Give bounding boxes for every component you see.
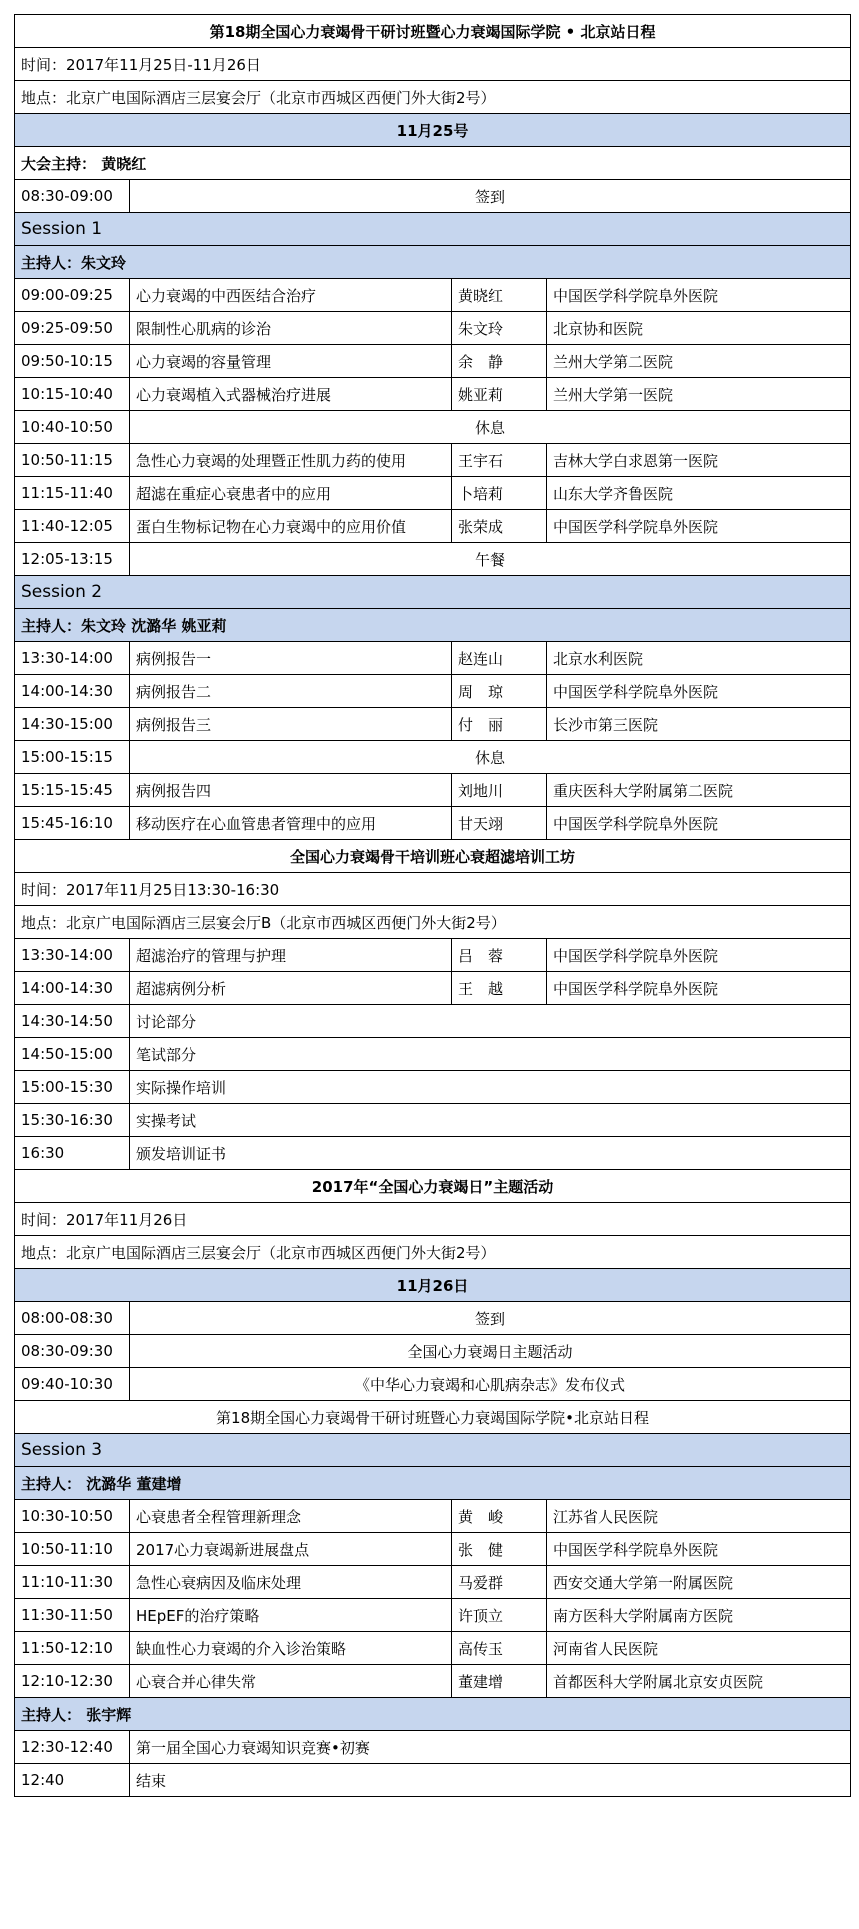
time-cell: 14:30-14:50 [15,1005,130,1038]
host-row [15,1467,851,1500]
footer-title-row [15,1401,851,1434]
time-cell: 11:10-11:30 [15,1566,130,1599]
institution-cell: 中国医学科学院阜外医院 [547,279,851,312]
workshop-place: 地点：北京广电国际酒店三层宴会厅B（北京市西城区西便门外大街2号） [15,906,851,939]
time-cell: 15:00-15:15 [15,741,130,774]
schedule-row [15,972,851,1005]
day-header-row [15,1269,851,1302]
session1-title: Session 1 [15,213,851,246]
hfday-place: 地点：北京广电国际酒店三层宴会厅（北京市西城区西便门外大街2号） [15,1236,851,1269]
info-row [15,873,851,906]
speaker-cell: 黄 峻 [452,1500,547,1533]
topic-cell: 超滤在重症心衰患者中的应用 [130,477,452,510]
time-cell: 15:30-16:30 [15,1104,130,1137]
institution-cell: 中国医学科学院阜外医院 [547,1533,851,1566]
speaker-cell: 朱文玲 [452,312,547,345]
topic-cell: 病例报告四 [130,774,452,807]
time-cell: 14:00-14:30 [15,675,130,708]
topic-cell: 超滤治疗的管理与护理 [130,939,452,972]
time-cell: 08:30-09:30 [15,1335,130,1368]
event-cell: 签到 [130,180,851,213]
speaker-cell: 甘天翊 [452,807,547,840]
time-cell: 13:30-14:00 [15,642,130,675]
institution-cell: 中国医学科学院阜外医院 [547,939,851,972]
break-row [15,741,851,774]
session2-title: Session 2 [15,576,851,609]
time-cell: 12:30-12:40 [15,1731,130,1764]
institution-cell: 中国医学科学院阜外医院 [547,972,851,1005]
time-cell: 11:50-12:10 [15,1632,130,1665]
lunch-label: 午餐 [130,543,851,576]
schedule-row [15,675,851,708]
schedule-row [15,345,851,378]
topic-cell: 急性心力衰竭的处理暨正性肌力药的使用 [130,444,452,477]
institution-cell: 兰州大学第二医院 [547,345,851,378]
topic-cell: 实际操作培训 [130,1071,851,1104]
time-cell: 10:40-10:50 [15,411,130,444]
day2-header: 11月26日 [15,1269,851,1302]
session3-title: Session 3 [15,1434,851,1467]
speaker-cell: 付 丽 [452,708,547,741]
time-cell: 10:50-11:10 [15,1533,130,1566]
schedule-row [15,642,851,675]
info-row [15,1203,851,1236]
day-header-row [15,114,851,147]
topic-cell: 限制性心肌病的诊治 [130,312,452,345]
time-cell: 10:15-10:40 [15,378,130,411]
topic-cell: 超滤病例分析 [130,972,452,1005]
topic-cell: 心力衰竭的容量管理 [130,345,452,378]
workshop-title-row [15,840,851,873]
topic-cell: 心衰患者全程管理新理念 [130,1500,452,1533]
schedule-row [15,1368,851,1401]
schedule-row [15,1665,851,1698]
schedule-row [15,1038,851,1071]
session-header-row [15,1434,851,1467]
day1-header: 11月25号 [15,114,851,147]
info-row [15,48,851,81]
info-row [15,1236,851,1269]
time-cell: 09:50-10:15 [15,345,130,378]
schedule-row [15,279,851,312]
workshop-time: 时间：2017年11月25日13:30-16:30 [15,873,851,906]
time-cell: 14:50-15:00 [15,1038,130,1071]
speaker-cell: 高传玉 [452,1632,547,1665]
session-header-row [15,213,851,246]
time-cell: 15:15-15:45 [15,774,130,807]
speaker-cell: 姚亚莉 [452,378,547,411]
speaker-cell: 余 静 [452,345,547,378]
chair-day1: 大会主持： 黄晓红 [15,147,851,180]
time-cell: 15:45-16:10 [15,807,130,840]
schedule-row [15,1005,851,1038]
session3-host: 主持人： 沈潞华 董建增 [15,1467,851,1500]
speaker-cell: 卜培莉 [452,477,547,510]
hfday-title: 2017年“全国心力衰竭日”主题活动 [15,1170,851,1203]
speaker-cell: 马爱群 [452,1566,547,1599]
time-cell: 14:00-14:30 [15,972,130,1005]
time-cell: 08:00-08:30 [15,1302,130,1335]
schedule-row [15,1500,851,1533]
institution-cell: 山东大学齐鲁医院 [547,477,851,510]
speaker-cell: 赵连山 [452,642,547,675]
break-label: 休息 [130,741,851,774]
time-cell: 12:40 [15,1764,130,1797]
speaker-cell: 董建增 [452,1665,547,1698]
time-cell: 13:30-14:00 [15,939,130,972]
time-cell: 10:30-10:50 [15,1500,130,1533]
info-row [15,906,851,939]
institution-cell: 吉林大学白求恩第一医院 [547,444,851,477]
time-cell: 15:00-15:30 [15,1071,130,1104]
institution-cell: 江苏省人民医院 [547,1500,851,1533]
time-cell: 12:10-12:30 [15,1665,130,1698]
topic-cell: 结束 [130,1764,851,1797]
schedule-row [15,1137,851,1170]
institution-cell: 中国医学科学院阜外医院 [547,675,851,708]
schedule-row [15,180,851,213]
break-row [15,411,851,444]
time-cell: 16:30 [15,1137,130,1170]
workshop-title: 全国心力衰竭骨干培训班心衰超滤培训工坊 [15,840,851,873]
topic-cell: HEpEF的治疗策略 [130,1599,452,1632]
institution-cell: 重庆医科大学附属第二医院 [547,774,851,807]
speaker-cell: 吕 蓉 [452,939,547,972]
institution-cell: 北京水利医院 [547,642,851,675]
chair-row [15,147,851,180]
break-label: 休息 [130,411,851,444]
place-info: 地点：北京广电国际酒店三层宴会厅（北京市西城区西便门外大街2号） [15,81,851,114]
institution-cell: 兰州大学第一医院 [547,378,851,411]
speaker-cell: 刘地川 [452,774,547,807]
topic-cell: 急性心衰病因及临床处理 [130,1566,452,1599]
event-cell: 签到 [130,1302,851,1335]
session-header-row [15,576,851,609]
schedule-row [15,1533,851,1566]
schedule-title: 第18期全国心力衰竭骨干研讨班暨心力衰竭国际学院 • 北京站日程 [15,15,851,48]
institution-cell: 北京协和医院 [547,312,851,345]
institution-cell: 长沙市第三医院 [547,708,851,741]
topic-cell: 病例报告一 [130,642,452,675]
event-cell: 全国心力衰竭日主题活动 [130,1335,851,1368]
time-cell: 08:30-09:00 [15,180,130,213]
topic-cell: 颁发培训证书 [130,1137,851,1170]
schedule-row [15,510,851,543]
speaker-cell: 王 越 [452,972,547,1005]
time-cell: 09:25-09:50 [15,312,130,345]
schedule-row [15,378,851,411]
time-cell: 11:30-11:50 [15,1599,130,1632]
schedule-row [15,312,851,345]
time-cell: 14:30-15:00 [15,708,130,741]
schedule-row [15,708,851,741]
topic-cell: 第一届全国心力衰竭知识竞赛•初赛 [130,1731,851,1764]
speaker-cell: 许顶立 [452,1599,547,1632]
speaker-cell: 黄晓红 [452,279,547,312]
topic-cell: 蛋白生物标记物在心力衰竭中的应用价值 [130,510,452,543]
topic-cell: 病例报告三 [130,708,452,741]
topic-cell: 移动医疗在心血管患者管理中的应用 [130,807,452,840]
info-row [15,81,851,114]
institution-cell: 首都医科大学附属北京安贞医院 [547,1665,851,1698]
hfday-time: 时间：2017年11月26日 [15,1203,851,1236]
time-cell: 11:40-12:05 [15,510,130,543]
topic-cell: 心衰合并心律失常 [130,1665,452,1698]
session2-host: 主持人：朱文玲 沈潞华 姚亚莉 [15,609,851,642]
institution-cell: 南方医科大学附属南方医院 [547,1599,851,1632]
institution-cell: 中国医学科学院阜外医院 [547,510,851,543]
schedule-row [15,1566,851,1599]
time-info: 时间：2017年11月25日-11月26日 [15,48,851,81]
institution-cell: 河南省人民医院 [547,1632,851,1665]
host-row [15,1698,851,1731]
event-cell: 《中华心力衰竭和心肌病杂志》发布仪式 [130,1368,851,1401]
schedule-row [15,774,851,807]
schedule-row [15,1599,851,1632]
schedule-table [14,14,851,1797]
topic-cell: 讨论部分 [130,1005,851,1038]
schedule-row [15,1335,851,1368]
schedule-row [15,1071,851,1104]
topic-cell: 病例报告二 [130,675,452,708]
schedule-row [15,1104,851,1137]
topic-cell: 心力衰竭植入式器械治疗进展 [130,378,452,411]
time-cell: 10:50-11:15 [15,444,130,477]
speaker-cell: 周 琼 [452,675,547,708]
schedule-row [15,1632,851,1665]
schedule-row [15,477,851,510]
speaker-cell: 张 健 [452,1533,547,1566]
topic-cell: 缺血性心力衰竭的介入诊治策略 [130,1632,452,1665]
topic-cell: 心力衰竭的中西医结合治疗 [130,279,452,312]
schedule-row [15,807,851,840]
schedule-row [15,444,851,477]
session3-host2: 主持人： 张宇辉 [15,1698,851,1731]
topic-cell: 实操考试 [130,1104,851,1137]
host-row [15,246,851,279]
speaker-cell: 王宇石 [452,444,547,477]
topic-cell: 笔试部分 [130,1038,851,1071]
speaker-cell: 张荣成 [452,510,547,543]
time-cell: 12:05-13:15 [15,543,130,576]
time-cell: 09:00-09:25 [15,279,130,312]
schedule-row [15,1731,851,1764]
time-cell: 11:15-11:40 [15,477,130,510]
session1-host: 主持人：朱文玲 [15,246,851,279]
institution-cell: 中国医学科学院阜外医院 [547,807,851,840]
schedule-row [15,1302,851,1335]
footer-title: 第18期全国心力衰竭骨干研讨班暨心力衰竭国际学院•北京站日程 [15,1401,851,1434]
schedule-row [15,939,851,972]
topic-cell: 2017心力衰竭新进展盘点 [130,1533,452,1566]
schedule-row [15,1764,851,1797]
title-row [15,15,851,48]
host-row [15,609,851,642]
hfday-title-row [15,1170,851,1203]
lunch-row [15,543,851,576]
institution-cell: 西安交通大学第一附属医院 [547,1566,851,1599]
time-cell: 09:40-10:30 [15,1368,130,1401]
